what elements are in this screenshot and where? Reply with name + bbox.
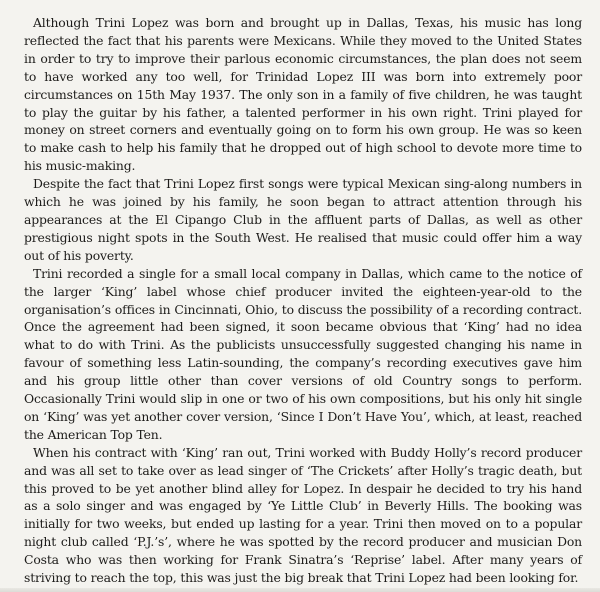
paragraph-4: When his contract with ‘King’ ran out, Trini worked with Buddy Holly’s record producer and was all set to take over as lead singer of ‘The Crickets’ after Holly’s tragic death, but this proved to be yet another blind alley for Lopez. In despair he decided to try his hand as a solo singer and was engaged by ‘Ye Little Club’ in Beverly Hills. The booking was initially for two weeks, but ended up lasting for a year. Trini then moved on to a popular night club called ‘P.J.’s’, where he was spotted by the record producer and musician Don Costa who was then working for Frank Sinatra’s ‘Reprise’ label. After many years of striving to reach the top, this was just the big break that Trini Lopez had been looking for.	[24, 444, 582, 586]
page-bottom-edge	[0, 588, 600, 592]
biography-text	[24, 14, 582, 587]
paragraph-2: Despite the fact that Trini Lopez first songs were typical Mexican sing-along numbers in which he was joined by his family, he soon began to attract attention through his appearances at the El Cipango Club in the affluent parts of Dallas, as well as other prestigious night spots in the South West. He realised that music could offer him a way out of his poverty.	[24, 176, 582, 263]
paragraph-1: Although Trini Lopez was born and brought up in Dallas, Texas, his music has long reflected the fact that his parents were Mexicans. While they moved to the United States in order to try to improve their parlous economic circumstances, the plan does not seem to have worked any too well, for Trinidad Lopez III was born into extremely poor circumstances on 15th May 1937. The only son in a family of five children, he was taught to play the guitar by his father, a talented performer in his own right. Trini played for money on street corners and eventually going on to form his own group. He was so keen to make cash to help his family that he dropped out of high school to devote more time to his music-making.	[24, 15, 582, 174]
paragraph-3: Trini recorded a single for a small local company in Dallas, which came to the notice of the larger ‘King’ label whose chief producer invited the eighteen-year-old to the organisation’s offices in Cincinnati, Ohio, to discuss the possibility of a recording contract. Once the agreement had been signed, it soon became obvious that ‘King’ had no idea what to do with Trini. As the publicists unsuccessfully suggested changing his name in favour of something less Latin-sounding, the company’s recording executives gave him and his group little other than cover versions of old Country songs to perform. Occasionally Trini would slip in one or two of his own compositions, but his only hit single on ‘King’ was yet another cover version, ‘Since I Don’t Have You’, which, at least, reached the American Top Ten.	[24, 265, 582, 442]
